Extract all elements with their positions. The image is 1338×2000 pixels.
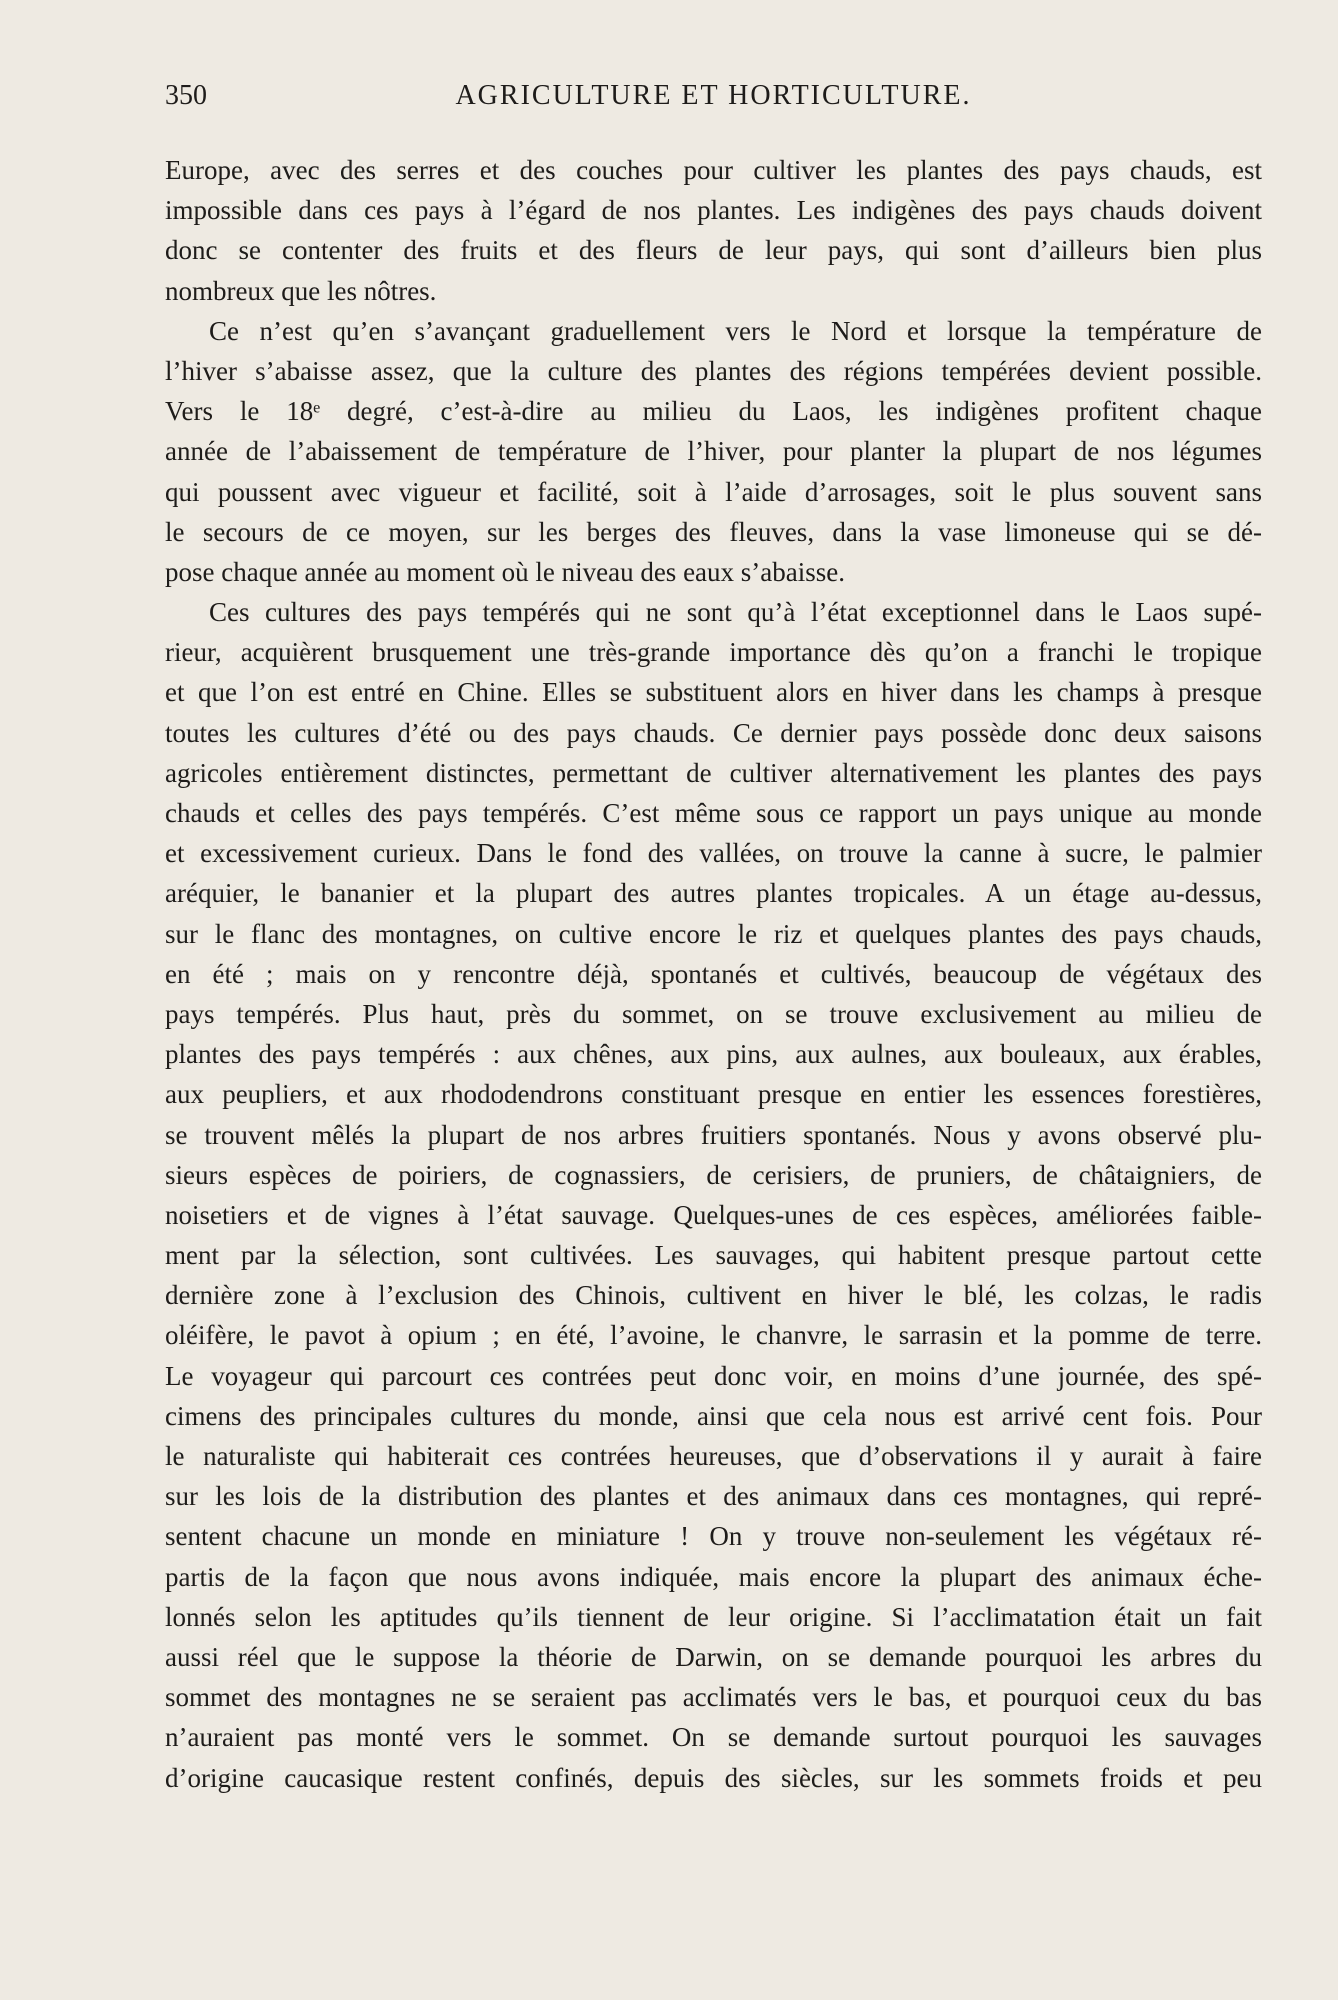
text-line: partis de la façon que nous avons indiquée, mais encore la plupart des animaux éche- <box>165 1561 1262 1592</box>
text-line: lonnés selon les aptitudes qu’ils tiennent de leur origine. Si l’acclimatation était un fait <box>165 1601 1262 1632</box>
running-title: AGRICULTURE ET HORTICULTURE. <box>455 80 972 111</box>
text-line: aréquier, le bananier et la plupart des autres plantes tropicales. A un étage au-dessus, <box>165 878 1262 909</box>
text-line: l’hiver s’abaisse assez, que la culture des plantes des régions tempérées devient possible. <box>165 355 1262 386</box>
text-line: oléifère, le pavot à opium ; en été, l’avoine, le chanvre, le sarrasin et la pomme de terre. <box>165 1320 1262 1351</box>
text-line: ment par la sélection, sont cultivées. Les sauvages, qui habitent presque partout cette <box>165 1240 1262 1271</box>
paragraph <box>165 592 1262 1798</box>
text-line: en été ; mais on y rencontre déjà, spontanés et cultivés, beaucoup de végétaux des <box>165 958 1262 989</box>
text-line: Ce n’est qu’en s’avançant graduellement vers le Nord et lorsque la température de <box>209 315 1262 346</box>
text-line: Ces cultures des pays tempérés qui ne sont qu’à l’état exceptionnel dans le Laos supé- <box>209 597 1262 628</box>
text-line: donc se contenter des fruits et des fleurs de leur pays, qui sont d’ailleurs bien plus <box>165 235 1262 266</box>
text-line: plantes des pays tempérés : aux chênes, aux pins, aux aulnes, aux bouleaux, aux érables, <box>165 1039 1262 1070</box>
paragraph <box>165 311 1262 592</box>
text-line: impossible dans ces pays à l’égard de nos plantes. Les indigènes des pays chauds doivent <box>165 195 1262 226</box>
text-line: Le voyageur qui parcourt ces contrées peut donc voir, en moins d’une journée, des spé- <box>165 1360 1262 1391</box>
text-line: dernière zone à l’exclusion des Chinois, cultivent en hiver le blé, les colzas, le radis <box>165 1280 1262 1311</box>
text-line: pose chaque année au moment où le niveau des eaux s’abaisse. <box>165 556 845 587</box>
text-line: se trouvent mêlés la plupart de nos arbres fruitiers spontanés. Nous y avons observé plu- <box>165 1119 1262 1150</box>
text-line: sur les lois de la distribution des plantes et des animaux dans ces montagnes, qui repré- <box>165 1481 1262 1512</box>
text-line: et excessivement curieux. Dans le fond des vallées, on trouve la canne à sucre, le palmier <box>165 838 1262 869</box>
text-line: Europe, avec des serres et des couches pour cultiver les plantes des pays chauds, est <box>165 155 1262 185</box>
text-line: d’origine caucasique restent confinés, depuis des siècles, sur les sommets froids et peu <box>165 1762 1262 1793</box>
text-line: cimens des principales cultures du monde, ainsi que cela nous est arrivé cent fois. Pour <box>165 1400 1262 1431</box>
text-line: pays tempérés. Plus haut, près du sommet, on se trouve exclusivement au milieu de <box>165 998 1262 1029</box>
paragraph <box>165 150 1262 311</box>
text-line: et que l’on est entré en Chine. Elles se substituent alors en hiver dans les champs à presque <box>165 677 1262 708</box>
text-line: qui poussent avec vigueur et facilité, soit à l’aide d’arrosages, soit le plus souvent sans <box>165 476 1262 507</box>
text-line: sentent chacune un monde en miniature ! On y trouve non-seulement les végétaux ré- <box>165 1521 1262 1552</box>
text-line: n’auraient pas monté vers le sommet. On se demande surtout pourquoi les sauvages <box>165 1722 1262 1753</box>
page-header <box>165 80 1262 120</box>
text-line: toutes les cultures d’été ou des pays chauds. Ce dernier pays possède donc deux saisons <box>165 717 1262 748</box>
text-line: Vers le 18ᵉ degré, c’est-à-dire au milieu du Laos, les indigènes profitent chaque <box>165 396 1262 427</box>
text-line: noisetiers et de vignes à l’état sauvage. Quelques-unes de ces espèces, améliorées faible- <box>165 1199 1262 1230</box>
text-line: sieurs espèces de poiriers, de cognassiers, de cerisiers, de pruniers, de châtaigniers, de <box>165 1159 1262 1190</box>
text-line: aussi réel que le suppose la théorie de Darwin, on se demande pourquoi les arbres du <box>165 1641 1262 1672</box>
text-line: sur le flanc des montagnes, on cultive encore le riz et quelques plantes des pays chauds, <box>165 918 1262 949</box>
text-line: agricoles entièrement distinctes, permettant de cultiver alternativement les plantes des pays <box>165 757 1262 788</box>
text-line: rieur, acquièrent brusquement une très-grande importance dès qu’on a franchi le tropique <box>165 637 1262 668</box>
body-text <box>165 150 1262 1798</box>
text-line: aux peupliers, et aux rhododendrons constituant presque en entier les essences forestières, <box>165 1079 1262 1110</box>
text-line: nombreux que les nôtres. <box>165 275 437 306</box>
text-line: le secours de ce moyen, sur les berges des fleuves, dans la vase limoneuse qui se dé- <box>165 516 1262 547</box>
text-line: chauds et celles des pays tempérés. C’est même sous ce rapport un pays unique au monde <box>165 798 1262 828</box>
text-line: année de l’abaissement de température de l’hiver, pour planter la plupart de nos légumes <box>165 436 1262 467</box>
text-line: sommet des montagnes ne se seraient pas acclimatés vers le bas, et pourquoi ceux du bas <box>165 1682 1262 1713</box>
text-line: le naturaliste qui habiterait ces contrées heureuses, que d’observations il y aurait à faire <box>165 1441 1262 1471</box>
page-number: 350 <box>165 80 207 111</box>
